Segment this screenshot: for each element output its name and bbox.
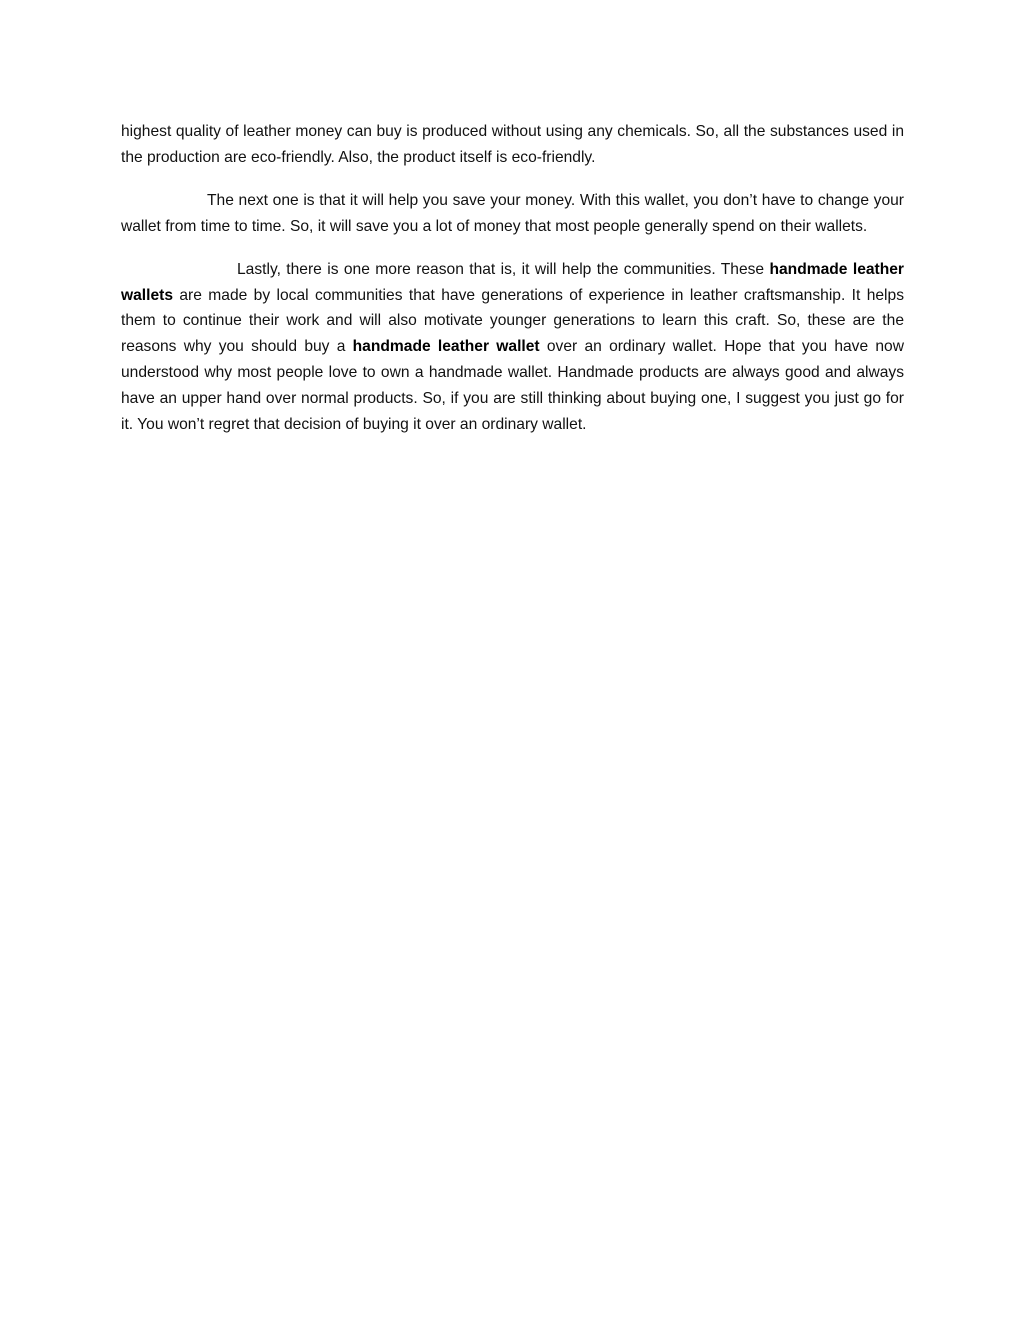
paragraph-save-money [121,188,904,240]
paragraph-help-communities [121,257,904,438]
paragraph-text: Lastly, there is one more reason that is, it will help the communities. These [237,260,770,278]
bold-keyword-handmade-leather-wallet: handmade leather wallet [352,338,540,356]
bold-keyword-handmade-leather-wallets: handmade leather wallets [121,260,904,304]
paragraph-text: The next one is that it will help you save your money. With this wallet, you don’t have to change your wallet from time to time. So, it will save you a lot of money that most people generally spend on their wallets. [121,191,904,235]
paragraph-eco-friendly [121,119,904,171]
paragraph-text: are made by local communities that have generations of experience in leather craftsmanship. It helps them to continue their work and will also motivate younger generations to learn this craft. So, these are the reasons why you should buy a [121,286,904,356]
paragraph-text: highest quality of leather money can buy is produced without using any chemicals. So, all the substances used in the production are eco-friendly. Also, the product itself is eco-friendly. [121,123,904,166]
paragraph-text: over an ordinary wallet. Hope that you have now understood why most people love to own a handmade wallet. Handmade products are always good and always have an upper hand over normal products. So, if you are still thinking about buying one, I suggest you just go for it. You won’t regret that decision of buying it over an ordinary wallet. [121,338,904,434]
document-body [121,119,904,455]
